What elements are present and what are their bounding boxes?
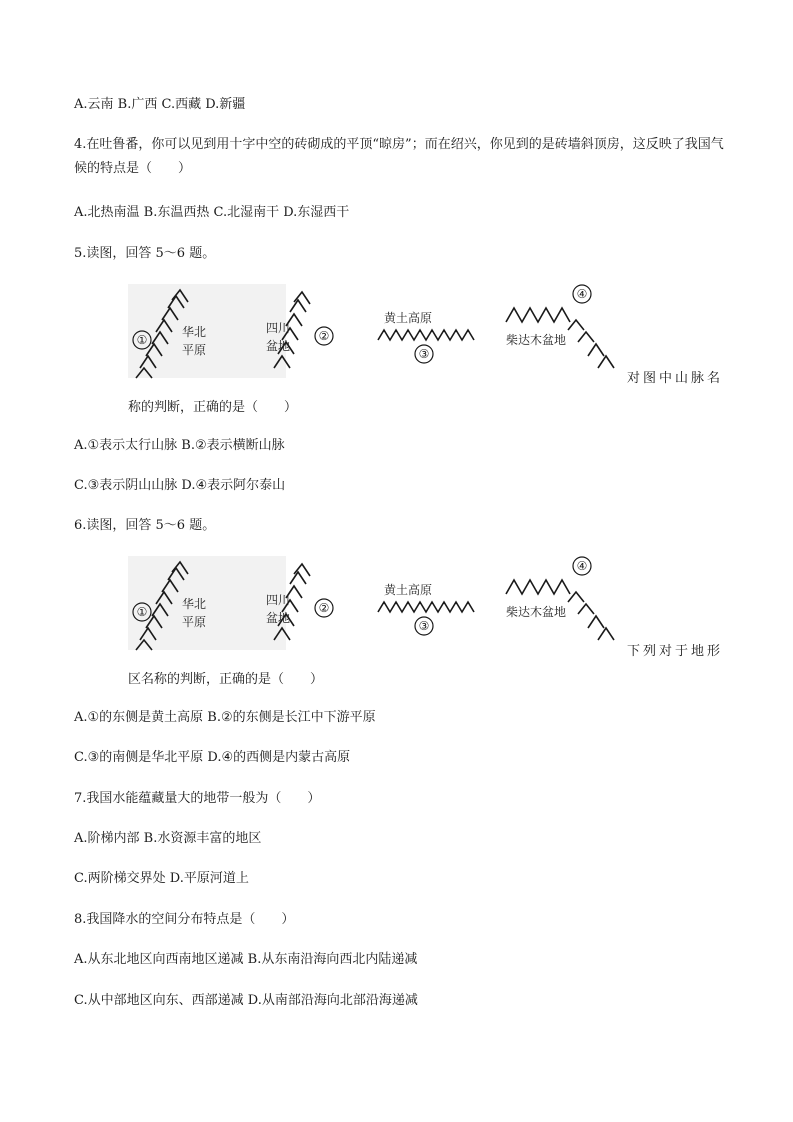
marker-3: ③: [418, 347, 430, 361]
q7-options-cd: C.两阶梯交界处 D.平原河道上: [74, 871, 249, 886]
label-sichuan-2: 盆地: [266, 611, 291, 625]
q4-options: A.北热南温 B.东温西热 C.北湿南干 D.东湿西干: [74, 205, 350, 220]
q6-stem-tail: 下列对于地形: [626, 644, 723, 659]
q6-stem: 6.读图，回答 5～6 题。: [74, 518, 216, 533]
q4-stem: 4.在吐鲁番，你可以见到用十字中空的砖砌成的平顶“晾房”；而在绍兴，你见到的是砖墙斜顶房，这反映了我国气候的特点是（ ）: [74, 137, 724, 176]
mountain-diagram: [128, 282, 624, 382]
q6-options-cd: C.③的南侧是华北平原 D.④的西侧是内蒙古高原: [74, 750, 351, 765]
q3-options: A.云南 B.广西 C.西藏 D.新疆: [74, 97, 246, 112]
mountain-figure-q6: [128, 554, 624, 654]
label-sichuan-2: 盆地: [266, 339, 291, 353]
label-huabei-2: 平原: [182, 615, 207, 629]
q5-stem: 5.读图，回答 5～6 题。: [74, 246, 216, 261]
label-sichuan-1: 四川: [266, 593, 291, 607]
marker-4: ④: [576, 559, 588, 573]
q6-options-ab: A.①的东侧是黄土高原 B.②的东侧是长江中下游平原: [74, 710, 376, 725]
q5-stem-cont: 称的判断，正确的是（ ）: [128, 400, 298, 415]
label-huabei-1: 华北: [182, 597, 207, 611]
marker-1: ①: [136, 333, 148, 347]
q8-options-cd: C.从中部地区向东、西部递减 D.从南部沿海向北部沿海递减: [74, 993, 418, 1008]
label-chaidamu: 柴达木盆地: [506, 333, 567, 347]
label-huabei-1: 华北: [182, 325, 207, 339]
label-sichuan-1: 四川: [266, 321, 291, 335]
marker-3: ③: [418, 619, 430, 633]
marker-1: ①: [136, 605, 148, 619]
mountain-diagram: [128, 554, 624, 654]
q5-stem-tail: 对图中山脉名: [626, 371, 723, 386]
marker-4: ④: [576, 287, 588, 301]
label-huabei-2: 平原: [182, 343, 207, 357]
label-huangtu: 黄土高原: [384, 583, 433, 597]
q8-options-ab: A.从东北地区向西南地区递减 B.从东南沿海向西北内陆递减: [74, 952, 418, 967]
q8-stem: 8.我国降水的空间分布特点是（ ）: [74, 912, 295, 927]
marker-2: ②: [318, 601, 330, 615]
label-chaidamu: 柴达木盆地: [506, 605, 567, 619]
q6-stem-cont: 区名称的判断，正确的是（ ）: [128, 672, 324, 687]
marker-2: ②: [318, 329, 330, 343]
q7-options-ab: A.阶梯内部 B.水资源丰富的地区: [74, 831, 262, 846]
q5-options-cd: C.③表示阴山山脉 D.④表示阿尔泰山: [74, 478, 286, 493]
q5-options-ab: A.①表示太行山脉 B.②表示横断山脉: [74, 438, 285, 453]
q7-stem: 7.我国水能蕴藏量大的地带一般为（ ）: [74, 791, 321, 806]
mountain-figure-q5: [128, 282, 624, 382]
label-huangtu: 黄土高原: [384, 311, 433, 325]
